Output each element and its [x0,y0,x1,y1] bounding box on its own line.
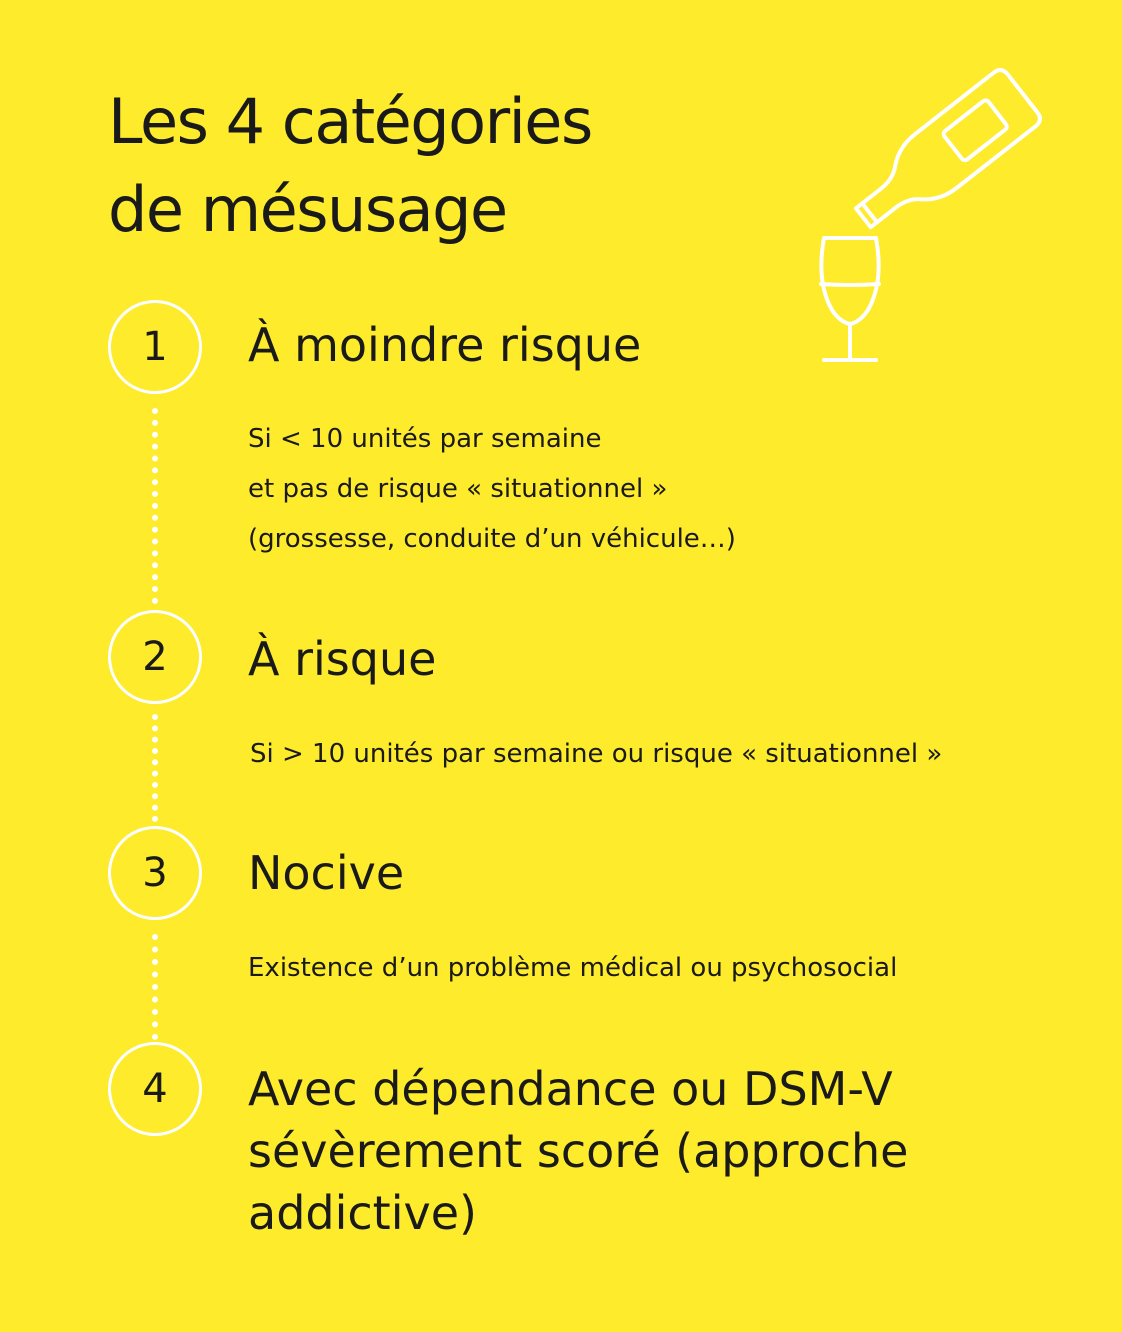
step-title-4-line-2: sévèrement scoré (approche [248,1124,909,1178]
timeline-connector-3-4 [152,934,164,1040]
step-description-2 [250,729,942,779]
step-description-1-line-1: Si < 10 unités par semaine [248,424,602,454]
step-title-1: À moindre risque [248,318,642,372]
page-title-line-1: Les 4 catégories [108,85,592,158]
wine-glass-icon [821,238,879,360]
step-description-1-line-3: (grossesse, conduite d’un véhicule…) [248,524,736,554]
step-number-4: 4 [108,1042,202,1136]
page-title [108,78,592,254]
wine-bottle-icon [842,67,1043,245]
step-number-1: 1 [108,300,202,394]
step-description-3 [248,943,897,993]
step-title-3: Nocive [248,846,405,900]
timeline-connector-1-2 [152,408,164,604]
step-title-2: À risque [248,632,437,686]
step-description-2-line-1: Si > 10 unités par semaine ou risque « situationnel » [250,739,943,769]
page-title-line-2: de mésusage [108,173,507,246]
step-title-4-line-3: addictive) [248,1186,477,1240]
step-title-4-line-1: Avec dépendance ou DSM-V [248,1062,893,1116]
step-description-1-line-2: et pas de risque « situationnel » [248,474,668,504]
step-title-4 [248,1058,908,1244]
wine-bottle-glass-icon [790,50,1060,380]
step-description-1 [248,414,736,564]
step-number-2: 2 [108,610,202,704]
step-number-3: 3 [108,826,202,920]
timeline-connector-2-3 [152,714,164,822]
step-description-3-line-1: Existence d’un problème médical ou psychosocial [248,953,898,983]
